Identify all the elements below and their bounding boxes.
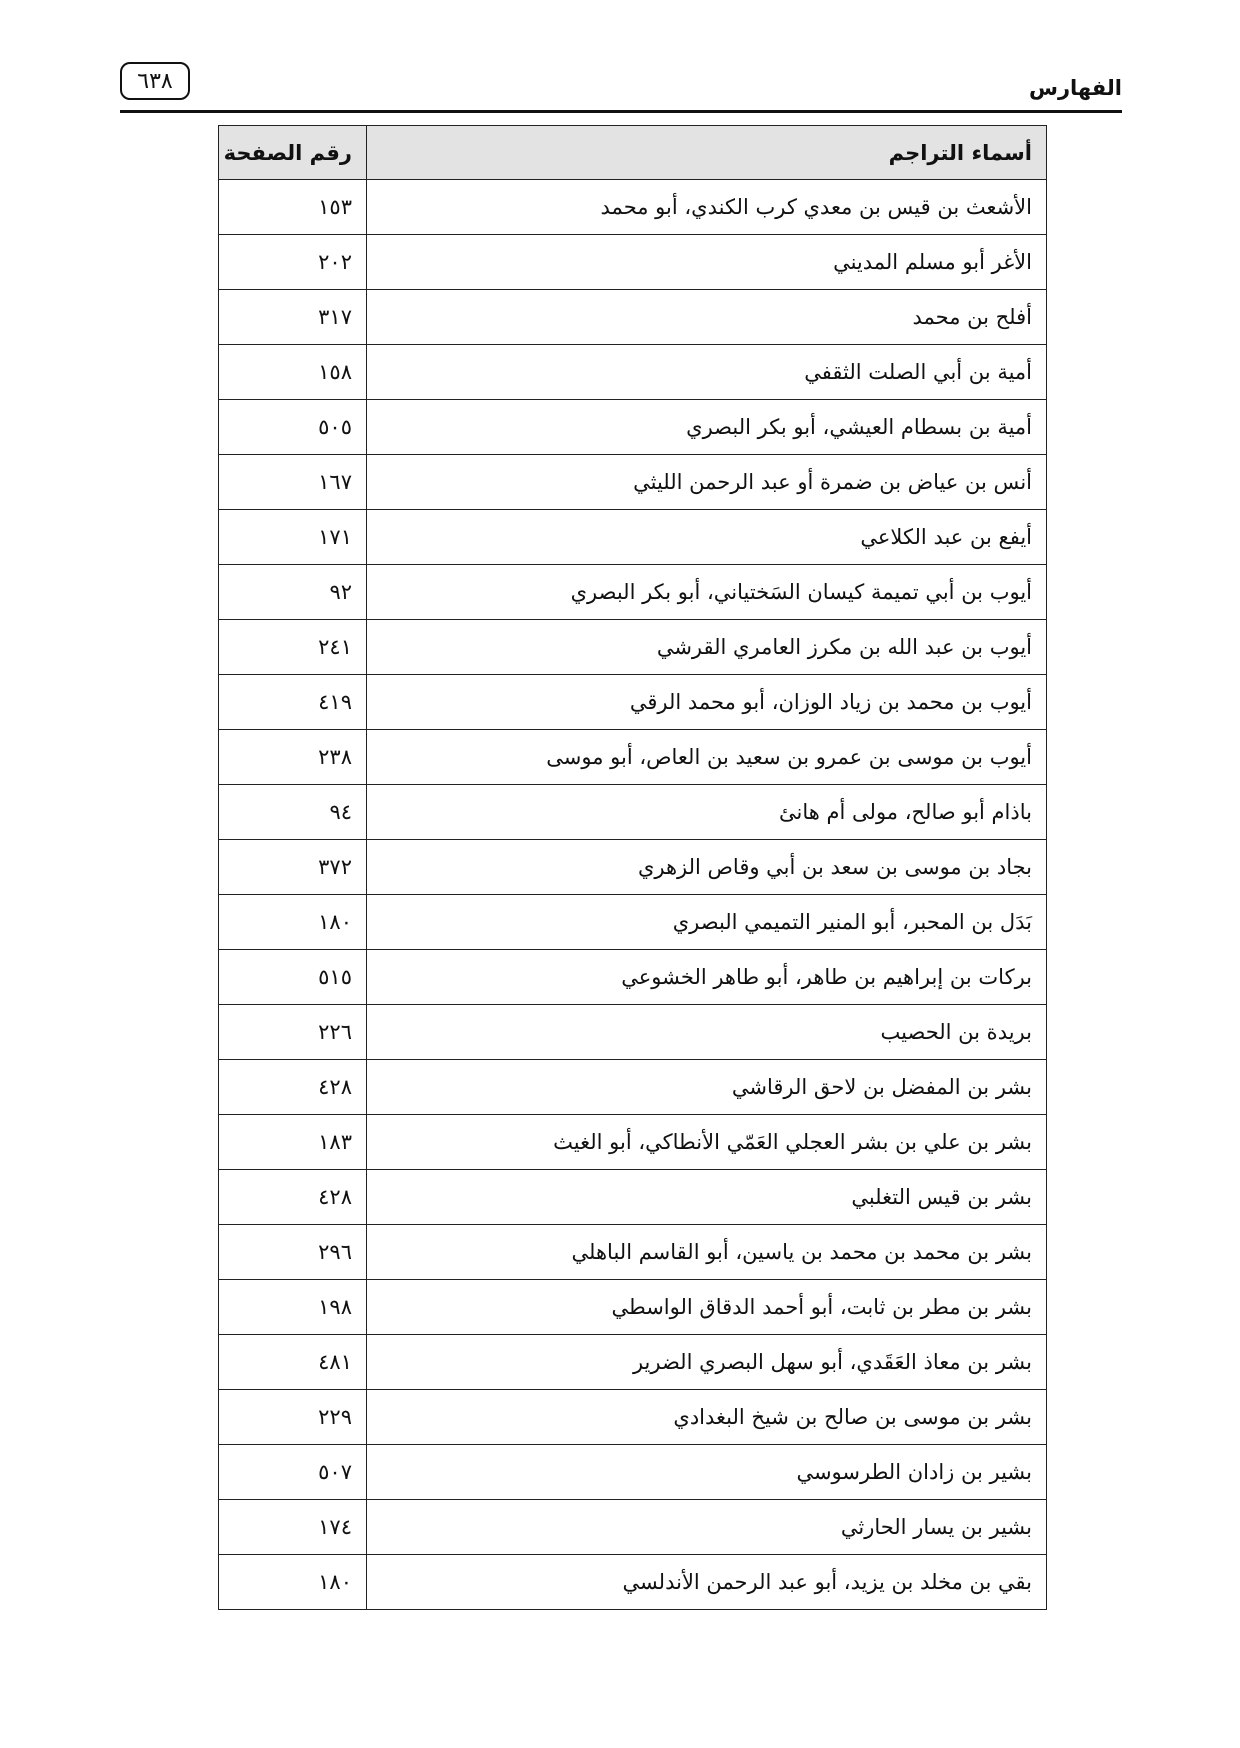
biography-name: بشر بن موسى بن صالح بن شيخ البغدادي [367,1390,1047,1445]
biographies-index-table [218,125,1047,1610]
table-row [219,455,1047,510]
table-row [219,620,1047,675]
biography-name: أيوب بن عبد الله بن مكرز العامري القرشي [367,620,1047,675]
biography-name: بشر بن المفضل بن لاحق الرقاشي [367,1060,1047,1115]
biography-name: أفلح بن محمد [367,290,1047,345]
table-row [219,1225,1047,1280]
page-reference: ٩٢ [219,565,367,620]
table-row [219,1390,1047,1445]
table-row [219,675,1047,730]
biography-name: بشر بن معاذ العَقَدي، أبو سهل البصري الضرير [367,1335,1047,1390]
page-reference: ٩٤ [219,785,367,840]
table-row [219,1005,1047,1060]
table-row [219,1335,1047,1390]
page-reference: ١٥٨ [219,345,367,400]
table-row [219,510,1047,565]
page-reference: ٣١٧ [219,290,367,345]
table-row [219,180,1047,235]
page-reference: ٤١٩ [219,675,367,730]
page-reference: ٢٩٦ [219,1225,367,1280]
page-reference: ١٦٧ [219,455,367,510]
page-number: ٦٣٨ [137,68,173,94]
page-reference: ٢٣٨ [219,730,367,785]
page-reference: ٥١٥ [219,950,367,1005]
biography-name: الأشعث بن قيس بن معدي كرب الكندي، أبو محمد [367,180,1047,235]
table-row [219,840,1047,895]
biography-name: أمية بن أبي الصلت الثقفي [367,345,1047,400]
biography-name: بشر بن علي بن بشر العجلي العَمّي الأنطاكي، أبو الغيث [367,1115,1047,1170]
page-reference: ١٩٨ [219,1280,367,1335]
page-reference: ١٧١ [219,510,367,565]
table-row [219,400,1047,455]
page-reference: ٤٢٨ [219,1060,367,1115]
header-rule [120,110,1122,113]
biography-name: بشير بن يسار الحارثي [367,1500,1047,1555]
page-reference: ١٨٠ [219,1555,367,1610]
table-row [219,290,1047,345]
biography-name: أيوب بن أبي تميمة كيسان السَختياني، أبو بكر البصري [367,565,1047,620]
table-row [219,730,1047,785]
page-reference: ٤٨١ [219,1335,367,1390]
table-row [219,345,1047,400]
biography-name: أيوب بن موسى بن عمرو بن سعيد بن العاص، أبو موسى [367,730,1047,785]
section-title: الفهارس [1028,76,1122,100]
table-row [219,1500,1047,1555]
page-reference: ٣٧٢ [219,840,367,895]
table-header-row [219,126,1047,180]
page-reference: ١٥٣ [219,180,367,235]
biography-name: بقي بن مخلد بن يزيد، أبو عبد الرحمن الأندلسي [367,1555,1047,1610]
biography-name: الأغر أبو مسلم المديني [367,235,1047,290]
biography-name: بريدة بن الحصيب [367,1005,1047,1060]
table-body [219,180,1047,1610]
table-row [219,1115,1047,1170]
page-reference: ٤٢٨ [219,1170,367,1225]
biography-name: بَدَل بن المحبر، أبو المنير التميمي البصري [367,895,1047,950]
biography-name: بشر بن محمد بن محمد بن ياسين، أبو القاسم الباهلي [367,1225,1047,1280]
column-header-page: رقم الصفحة [219,126,367,180]
biography-name: أيوب بن محمد بن زياد الوزان، أبو محمد الرقي [367,675,1047,730]
biography-name: بركات بن إبراهيم بن طاهر، أبو طاهر الخشوعي [367,950,1047,1005]
table-row [219,565,1047,620]
page-reference: ١٧٤ [219,1500,367,1555]
table-row [219,785,1047,840]
biography-name: بشر بن قيس التغلبي [367,1170,1047,1225]
page-number-box [120,62,190,100]
page-reference: ٢٤١ [219,620,367,675]
table-row [219,1555,1047,1610]
column-header-name: أسماء التراجم [367,126,1047,180]
biography-name: باذام أبو صالح، مولى أم هانئ [367,785,1047,840]
biography-name: أنس بن عياض بن ضمرة أو عبد الرحمن الليثي [367,455,1047,510]
page-reference: ٥٠٧ [219,1445,367,1500]
page-reference: ٥٠٥ [219,400,367,455]
table-row [219,1445,1047,1500]
page-reference: ١٨٠ [219,895,367,950]
table-row [219,1280,1047,1335]
table-row [219,1170,1047,1225]
biography-name: أمية بن بسطام العيشي، أبو بكر البصري [367,400,1047,455]
biography-name: بشير بن زادان الطرسوسي [367,1445,1047,1500]
biography-name: أيفع بن عبد الكلاعي [367,510,1047,565]
page-reference: ٢٢٩ [219,1390,367,1445]
page-reference: ١٨٣ [219,1115,367,1170]
table-row [219,1060,1047,1115]
table-row [219,235,1047,290]
page-reference: ٢٠٢ [219,235,367,290]
table-row [219,895,1047,950]
table-row [219,950,1047,1005]
biography-name: بجاد بن موسى بن سعد بن أبي وقاص الزهري [367,840,1047,895]
biography-name: بشر بن مطر بن ثابت، أبو أحمد الدقاق الواسطي [367,1280,1047,1335]
page-reference: ٢٢٦ [219,1005,367,1060]
